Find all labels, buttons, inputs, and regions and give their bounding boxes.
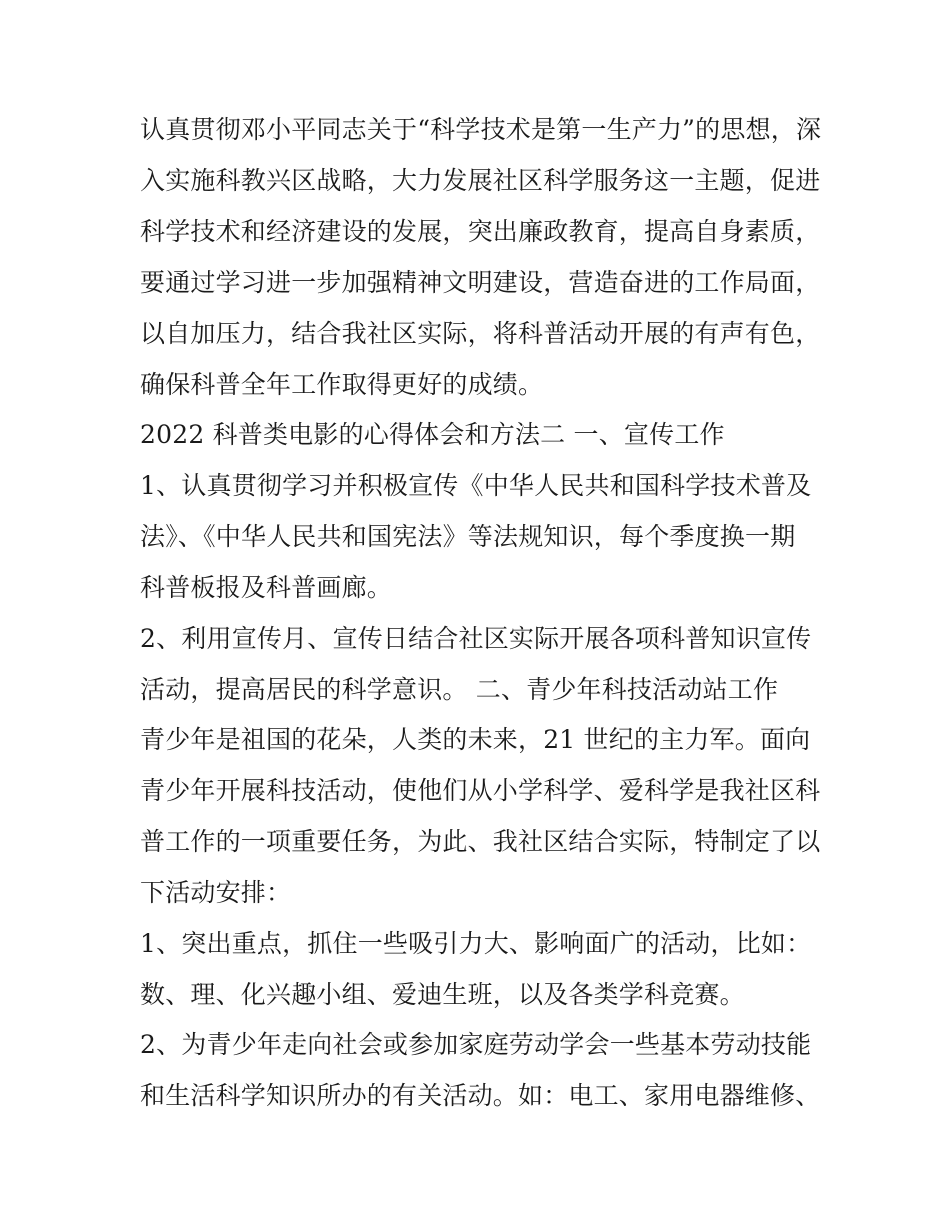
text-line: 青少年开展科技活动，使他们从小学科学、爱科学是我社区科 xyxy=(140,776,821,805)
text-line: 普工作的一项重要任务，为此、我社区结合实际，特制定了以 xyxy=(140,827,821,856)
text-line: 1、突出重点，抓住一些吸引力大、影响面广的活动，比如： xyxy=(140,929,812,958)
text-line: 青少年是祖国的花朵，人类的未来，21 世纪的主力军。面向 xyxy=(140,725,811,754)
text-line: 科学技术和经济建设的发展，突出廉政教育，提高自身素质， xyxy=(140,217,821,246)
text-line: 确保科普全年工作取得更好的成绩。 xyxy=(140,370,544,399)
text-line: 数、理、化兴趣小组、爱迪生班，以及各类学科竞赛。 xyxy=(140,980,745,1009)
text-line: 法》、《中华人民共和国宪法》等法规知识，每个季度换一期 xyxy=(140,522,796,551)
text-line: 认真贯彻邓小平同志关于“科学技术是第一生产力”的思想，深 xyxy=(140,115,822,144)
text-line: 2、为青少年走向社会或参加家庭劳动学会一些基本劳动技能 xyxy=(140,1030,812,1059)
text-line: 下活动安排： xyxy=(140,878,292,907)
text-line: 1、认真贯彻学习并积极宣传《中华人民共和国科学技术普及 xyxy=(140,471,812,500)
text-line: 要通过学习进一步加强精神文明建设，营造奋进的工作局面， xyxy=(140,268,821,297)
text-line: 科普板报及科普画廊。 xyxy=(140,573,393,602)
text-line: 2、利用宣传月、宣传日结合社区实际开展各项科普知识宣传 xyxy=(140,624,812,653)
section-heading: 2022 科普类电影的心得体会和方法二 一、宣传工作 xyxy=(140,420,725,449)
text-line: 和生活科学知识所办的有关活动。如：电工、家用电器维修、 xyxy=(140,1081,821,1110)
text-line: 入实施科教兴区战略，大力发展社区科学服务这一主题，促进 xyxy=(140,166,821,195)
text-line: 以自加压力，结合我社区实际，将科普活动开展的有声有色， xyxy=(140,319,821,348)
text-line: 活动，提高居民的科学意识。 二、青少年科技活动站工作 xyxy=(140,675,779,704)
